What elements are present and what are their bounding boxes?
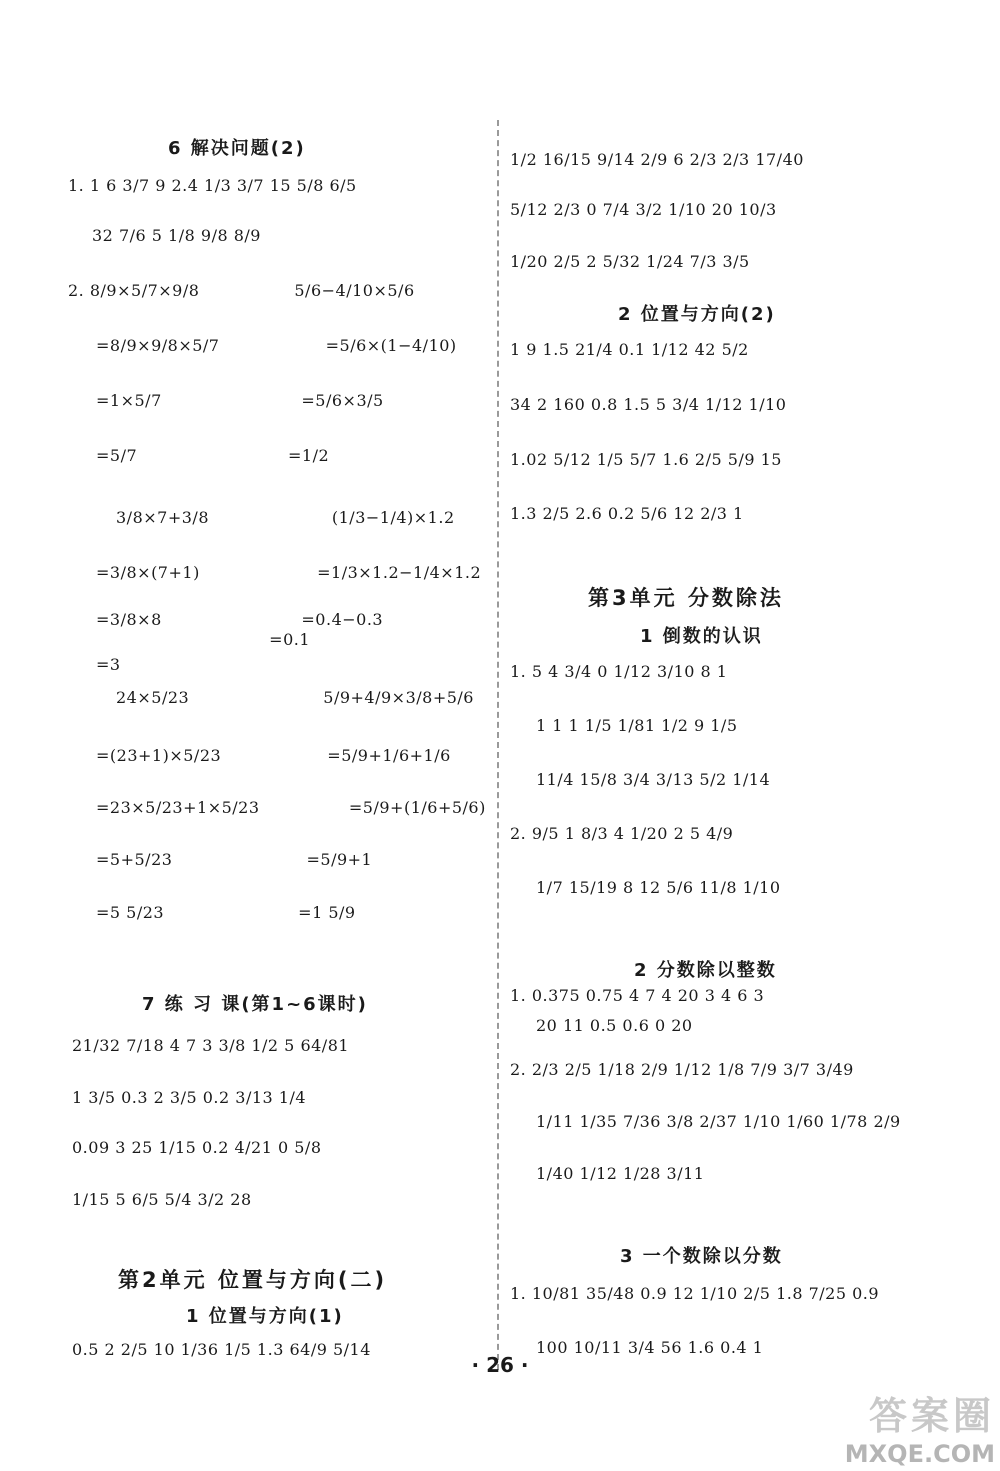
answer-line: 1. 5 4 3/4 0 1/12 3/10 8 1 xyxy=(510,662,728,681)
answer-line: 1/7 15/19 8 12 5/6 11/8 1/10 xyxy=(536,878,781,897)
answer-line: 1. 10/81 35/48 0.9 12 1/10 2/5 1.8 7/25 0.9 xyxy=(510,1284,880,1303)
column-divider xyxy=(497,120,499,1370)
answer-line: 2. 8/9×5/7×9/8 5/6−4/10×5/6 xyxy=(68,281,415,300)
watermark-url: MXQE.COM xyxy=(844,1440,995,1468)
answer-line: =1×5/7 =5/6×3/5 xyxy=(96,391,384,410)
section6-title: 6 解决问题(2) xyxy=(168,138,306,159)
answer-line: 21/32 7/18 4 7 3 3/8 1/2 5 64/81 xyxy=(72,1036,350,1055)
answer-line: 24×5/23 5/9+4/9×3/8+5/6 xyxy=(116,688,474,707)
answer-line: 11/4 15/8 3/4 3/13 5/2 1/14 xyxy=(536,770,771,789)
answer-line: 3/8×7+3/8 (1/3−1/4)×1.2 xyxy=(116,508,455,527)
unit2-sub1-title: 1 位置与方向(1) xyxy=(186,1306,344,1327)
answer-line: =5/7 =1/2 xyxy=(96,446,330,465)
unit3-title: 第3单元 分数除法 xyxy=(588,586,784,610)
answer-line: 32 7/6 5 1/8 9/8 8/9 xyxy=(92,226,261,245)
answer-line: 1/11 1/35 7/36 3/8 2/37 1/10 1/60 1/78 2/9 xyxy=(536,1112,901,1131)
answer-line: =23×5/23+1×5/23 =5/9+(1/6+5/6) xyxy=(96,798,486,817)
answer-line: 5/12 2/3 0 7/4 3/2 1/10 20 10/3 xyxy=(510,200,777,219)
answer-line: 34 2 160 0.8 1.5 5 3/4 1/12 1/10 xyxy=(510,395,787,414)
answer-line: 0.09 3 25 1/15 0.2 4/21 0 5/8 xyxy=(72,1138,322,1157)
answer-line: 1 3/5 0.3 2 3/5 0.2 3/13 1/4 xyxy=(72,1088,307,1107)
answer-line: 1/15 5 6/5 5/4 3/2 28 xyxy=(72,1190,252,1209)
answer-line: =(23+1)×5/23 =5/9+1/6+1/6 xyxy=(96,746,451,765)
unit3-sub1-title: 1 倒数的认识 xyxy=(640,626,763,647)
answer-line: =8/9×9/8×5/7 =5/6×(1−4/10) xyxy=(96,336,457,355)
answer-line: 0.5 2 2/5 10 1/36 1/5 1.3 64/9 5/14 xyxy=(72,1340,371,1359)
answer-line: =3/8×(7+1) =1/3×1.2−1/4×1.2 xyxy=(96,563,482,582)
answer-line: =3 xyxy=(96,655,121,674)
unit2-title: 第2单元 位置与方向(二) xyxy=(118,1268,388,1292)
unit3-sub3-title: 3 一个数除以分数 xyxy=(620,1246,783,1267)
watermark-logo-text: 答案圈 xyxy=(868,1394,995,1438)
answer-line: 100 10/11 3/4 56 1.6 0.4 1 xyxy=(536,1338,764,1357)
answer-line: 1.3 2/5 2.6 0.2 5/6 12 2/3 1 xyxy=(510,504,744,523)
page-number: · 26 · xyxy=(471,1353,529,1377)
answer-line: =5+5/23 =5/9+1 xyxy=(96,850,373,869)
watermark xyxy=(810,1385,995,1468)
answer-line: 1 1 1 1/5 1/81 1/2 9 1/5 xyxy=(536,716,738,735)
answer-line: 1. 0.375 0.75 4 7 4 20 3 4 6 3 xyxy=(510,986,765,1005)
answer-line: =0.1 xyxy=(96,630,311,649)
answer-line: 1. 1 6 3/7 9 2.4 1/3 3/7 15 5/8 6/5 xyxy=(68,176,357,195)
unit2-sub2-title: 2 位置与方向(2) xyxy=(618,304,776,325)
section7-title: 7 练 习 课(第1~6课时) xyxy=(142,994,368,1015)
unit3-sub2-title: 2 分数除以整数 xyxy=(634,960,777,981)
answer-line: =3/8×8 =0.4−0.3 xyxy=(96,610,384,629)
answer-line: 1/2 16/15 9/14 2/9 6 2/3 2/3 17/40 xyxy=(510,150,804,169)
answer-line: 1/20 2/5 2 5/32 1/24 7/3 3/5 xyxy=(510,252,750,271)
answer-line: 1 9 1.5 21/4 0.1 1/12 42 5/2 xyxy=(510,340,749,359)
answer-line: =5 5/23 =1 5/9 xyxy=(96,903,356,922)
answer-line: 1/40 1/12 1/28 3/11 xyxy=(536,1164,705,1183)
answer-line: 20 11 0.5 0.6 0 20 xyxy=(536,1016,693,1035)
answer-line: 1.02 5/12 1/5 5/7 1.6 2/5 5/9 15 xyxy=(510,450,782,469)
answer-line: 2. 2/3 2/5 1/18 2/9 1/12 1/8 7/9 3/7 3/49 xyxy=(510,1060,854,1079)
answer-line: 2. 9/5 1 8/3 4 1/20 2 5 4/9 xyxy=(510,824,734,843)
